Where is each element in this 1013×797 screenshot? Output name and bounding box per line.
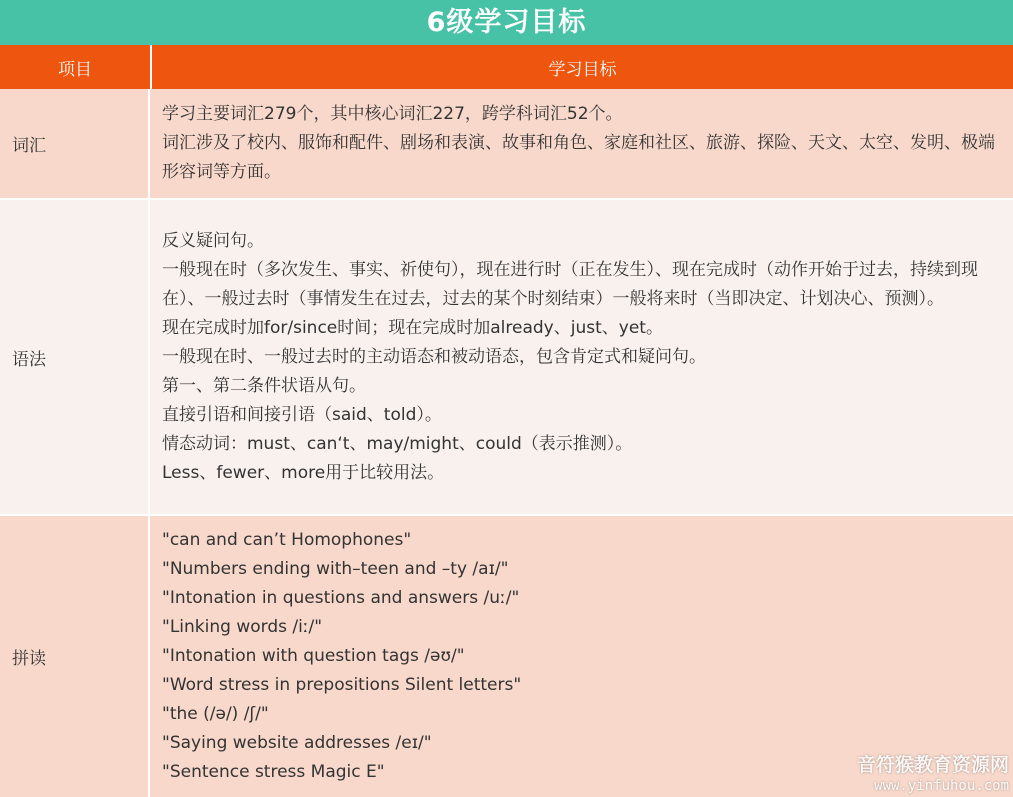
- content-line: "Intonation with question tags /əʊ/": [162, 646, 465, 666]
- content-line: "Saying website addresses /eɪ/": [162, 733, 432, 753]
- row-label: 词汇: [0, 89, 150, 198]
- content-line: 学习主要词汇279个，其中核心词汇227，跨学科词汇52个。: [162, 104, 623, 124]
- table-row-grammar: [0, 200, 1013, 516]
- row-label: 拼读: [0, 516, 150, 797]
- content-line: "can and can’t Homophones": [162, 530, 412, 550]
- content-line: "Numbers ending with–teen and –ty /aɪ/": [162, 559, 509, 579]
- content-line: Less、fewer、more用于比较用法。: [162, 462, 445, 483]
- content-line: "Word stress in prepositions Silent letters": [162, 675, 522, 695]
- content-line: "the (/ə/) /ʃ/": [162, 704, 269, 724]
- content-line: 一般现在时（多次发生、事实、祈使句），现在进行时（正在发生）、现在完成时（动作开始于过去，持续到现在）、一般过去时（事情发生在过去，过去的某个时刻结束）一般将来时（当即决定、计划决心、预测）。: [162, 259, 978, 309]
- content-line: 情态动词：must、can‘t、may/might、could（表示推测）。: [162, 433, 633, 454]
- content-line: 现在完成时加for/since时间；现在完成时加already、just、yet。: [162, 317, 663, 338]
- header-item: 项目: [0, 45, 152, 89]
- table-row-vocabulary: [0, 89, 1013, 200]
- content-line: 词汇涉及了校内、服饰和配件、剧场和表演、故事和角色、家庭和社区、旅游、探险、天文、太空、发明、极端形容词等方面。: [162, 133, 995, 182]
- row-content: [150, 200, 1013, 514]
- header-goal: 学习目标: [548, 59, 617, 80]
- row-label: 语法: [0, 200, 150, 514]
- content-line: 反义疑问句。: [162, 230, 264, 251]
- content-line: 第一、第二条件状语从句。: [162, 375, 366, 396]
- content-line: 直接引语和间接引语（said、told）。: [162, 404, 442, 425]
- content-line: 一般现在时、一般过去时的主动语态和被动语态，包含肯定式和疑问句。: [162, 346, 706, 367]
- watermark-url: www.yinfuhou.com: [874, 778, 1009, 794]
- watermark-title: 音符猴教育资源网: [856, 754, 1009, 776]
- content-line: "Sentence stress Magic E": [162, 762, 385, 782]
- watermark: [857, 753, 1009, 795]
- page-title: 6级学习目标: [0, 0, 1013, 45]
- content-line: "Linking words /iː/": [162, 617, 323, 637]
- content-line: "Intonation in questions and answers /uː/": [162, 588, 520, 608]
- row-content: [150, 89, 1013, 198]
- table-header: [0, 45, 1013, 89]
